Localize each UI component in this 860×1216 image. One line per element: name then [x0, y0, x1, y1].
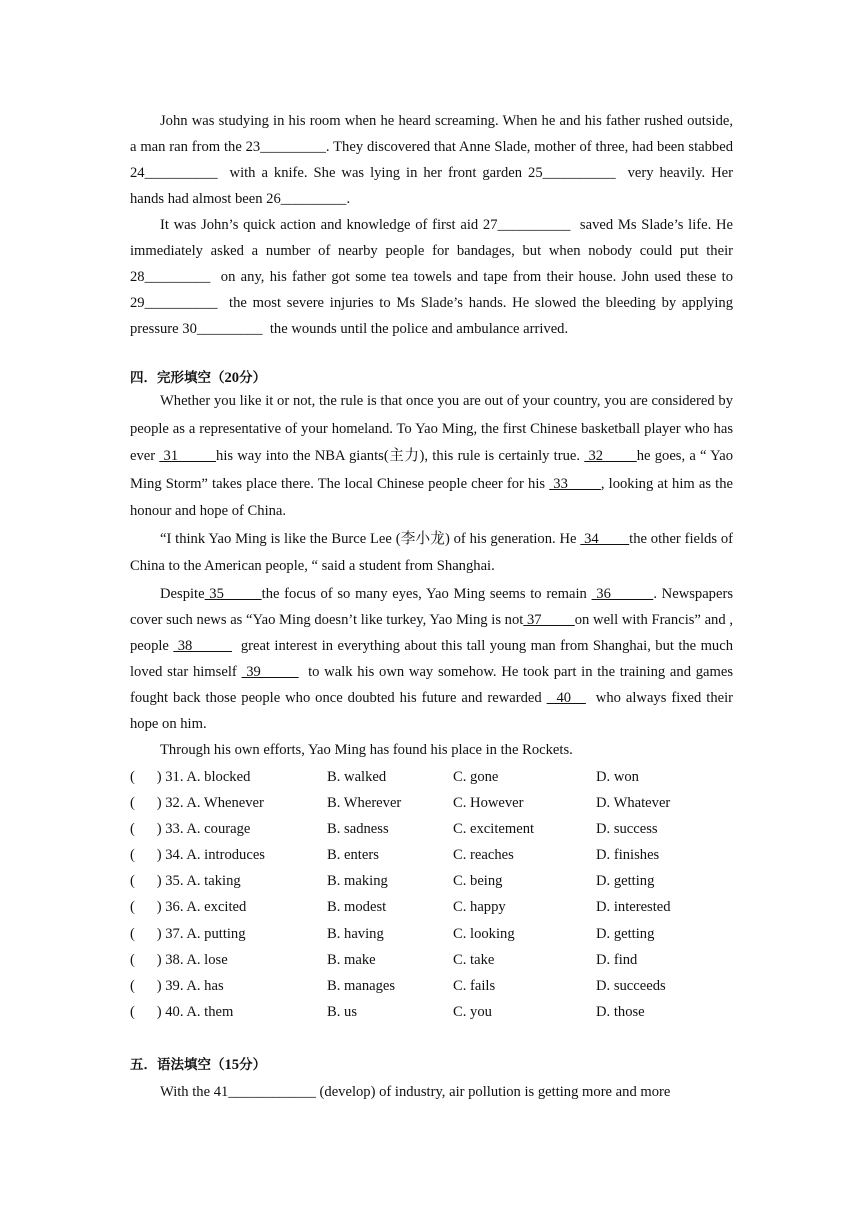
blank-35: 35	[204, 585, 262, 602]
passage-text: the most severe injuries to Ms Slade’s hands. He slowed the bleeding by applying pressure 30	[130, 295, 737, 337]
blank-23: _________	[260, 139, 326, 155]
option-row-31: ( ) 31. A. blocked B. walked C. gone D. won	[130, 768, 639, 785]
blank-31: 31	[159, 448, 217, 464]
passage-text: the wounds until the police and ambulance arrived.	[262, 321, 569, 337]
grammar-paragraph-1: With the 41____________ (develop) of industry, air pollution is getting more and more	[160, 1084, 671, 1101]
blank-41: ____________	[228, 1084, 316, 1101]
blank-26: _________	[280, 191, 347, 207]
option-row-34: ( ) 34. A. introduces B. enters C. reaches D. finishes	[130, 847, 660, 864]
cloze-paragraph-4: Through his own efforts, Yao Ming has found his place in the Rockets.	[160, 741, 573, 758]
blank-25: __________	[542, 165, 616, 181]
cloze-paragraph-1: Whether you like it or not, the rule is that once you are out of your country, you are considered by people as a representative of your homeland. To Yao Ming, the first Chinese basketball player who has ever 31 his way into the NBA giants(主力), this rule is certainly true. 32 he goes, a “ Yao Ming Storm” takes place there. The local Chinese people cheer for his 33 , looking at him as the honour and hope of China.	[130, 393, 734, 519]
cloze-paragraph-2: “I think Yao Ming is like the Burce Lee (李小龙) of his generation. He 34 the other fields of China to the American people, “ said a student from Shanghai.	[130, 530, 733, 574]
blank-28: _________	[144, 269, 211, 285]
option-row-33: ( ) 33. A. courage B. sadness C. excitement D. success	[130, 820, 658, 837]
passage-text: with a knife. She was lying in her front garden 25	[217, 165, 543, 181]
option-row-32: ( ) 32. A. Whenever B. Wherever C. However D. Whatever	[130, 794, 671, 811]
passage-paragraph-1	[130, 108, 737, 212]
passage-paragraph-2	[130, 212, 737, 342]
section-gap	[130, 1025, 733, 1055]
blank-40: 40	[546, 689, 586, 706]
blank-24: __________	[144, 165, 218, 181]
blank-36: 36	[591, 585, 654, 602]
option-row-37: ( ) 37. A. putting B. having C. looking D. getting	[130, 925, 655, 942]
cloze-paragraph-3: Despite 35 the focus of so many eyes, Yao Ming seems to remain 36 . Newspapers cover such news as “Yao Ming doesn’t like turkey, Yao Ming is not 37 on well with Francis” and , people 38 great interest in everything about this tall young man from Shanghai, but the much loved star himself 39 to walk his own way somehow. He took part in the training and games fought back those people who once doubted his future and rewarded 40 who always fixed their hope on him.	[130, 585, 737, 732]
blank-39: 39	[241, 663, 299, 680]
passage-text: . They discovered that Anne Slade, mother of three, had been stabbed 24	[130, 139, 733, 181]
passage-text: on any, his father got some tea towels and tape from their house. John used these to 29	[130, 269, 737, 311]
blank-34: 34	[580, 530, 630, 547]
option-row-36: ( ) 36. A. excited B. modest C. happy D. interested	[130, 899, 671, 916]
section-gap	[130, 342, 733, 368]
option-row-35: ( ) 35. A. taking B. making C. being D. getting	[130, 873, 655, 890]
exam-page	[130, 108, 737, 1105]
blank-29: __________	[144, 295, 218, 311]
blank-30: _________	[196, 321, 263, 337]
blank-37: 37	[523, 611, 575, 628]
blank-32: 32	[584, 448, 637, 464]
passage-text: saved Ms Slade’s life. He immediately asked a number of nearby people for bandages, but when nobody could put their 28	[130, 217, 737, 285]
option-row-40: ( ) 40. A. them B. us C. you D. those	[130, 1004, 645, 1021]
passage-text: very heavily. Her hands had almost been 26	[130, 165, 737, 207]
options-list	[130, 764, 733, 1026]
blank-38: 38	[173, 637, 232, 654]
section-5-heading: 五．语法填空（15分）	[130, 1057, 267, 1074]
section-4-heading: 四．完形填空（20分）	[130, 370, 267, 386]
option-row-38: ( ) 38. A. lose B. make C. take D. find	[130, 951, 638, 968]
passage-text: .	[346, 191, 351, 207]
passage-text: It was John’s quick action and knowledge of first aid 27	[160, 217, 498, 233]
blank-33: 33	[549, 475, 601, 492]
blank-27: __________	[497, 217, 571, 233]
passage-text: John was studying in his room when he heard screaming. When he and his father rushed outside, a man ran from the 23	[130, 113, 733, 155]
option-row-39: ( ) 39. A. has B. manages C. fails D. succeeds	[130, 978, 666, 994]
